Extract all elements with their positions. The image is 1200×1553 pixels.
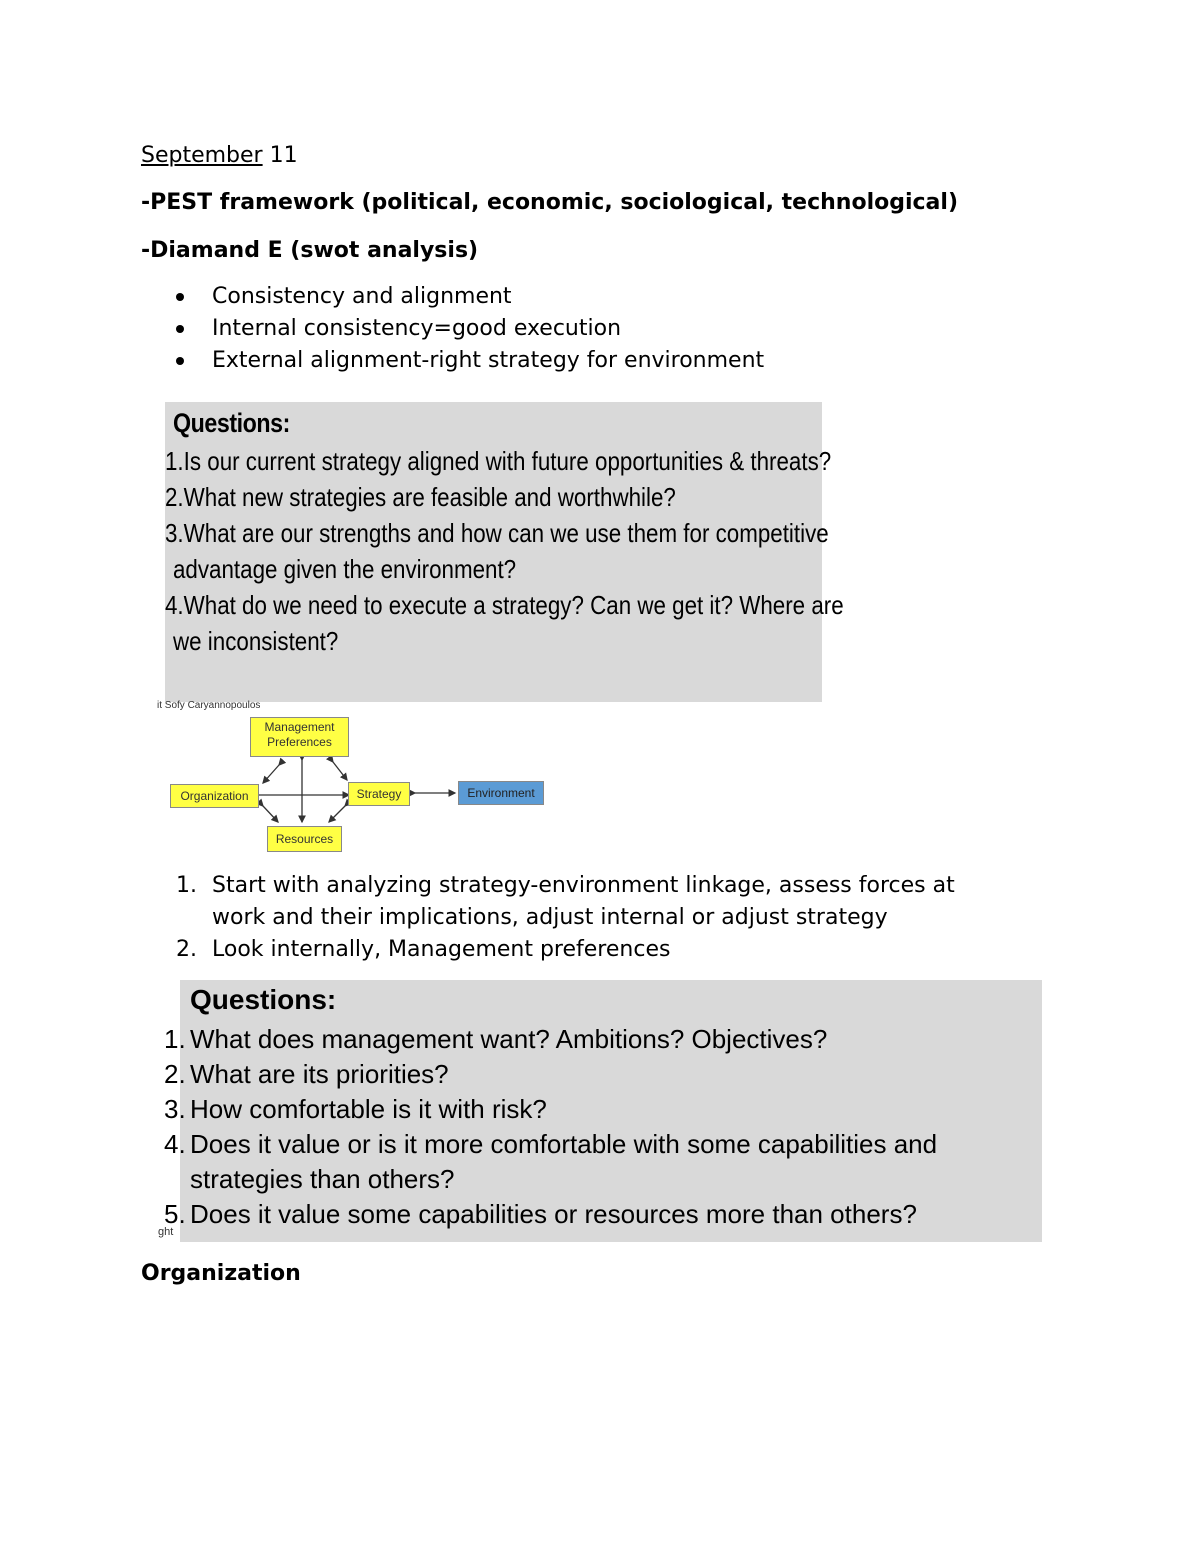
environment-box: Environment [458,781,544,805]
question-item [164,1024,828,1055]
question-continuation: we inconsistent? [173,626,339,656]
question-text: Does it value some capabilities or resources more than others? [190,1199,917,1229]
bullet-list [0,281,764,377]
question-item [165,446,831,477]
question-number: 5. [164,1199,186,1229]
question-number: 2. [165,482,184,512]
question-number: 3. [164,1094,186,1124]
steps-list [0,870,955,966]
step-text: Look internally, Management preferences [212,937,671,962]
question-item [164,1199,917,1230]
box-line: Preferences [267,735,332,749]
questions-image-1 [165,402,844,702]
question-item [164,1129,938,1160]
question-item [164,1094,547,1125]
step-number: 2. [176,937,197,962]
question-continuation: advantage given the environment? [173,554,517,584]
question-text: What new strategies are feasible and worthwhile? [183,482,676,512]
question-number: 4. [164,1129,186,1159]
question-number: 1. [165,446,184,476]
questions-title: Questions: [173,408,290,438]
management-preferences-box [250,717,349,757]
question-item [165,518,829,549]
diagram-arrows [155,700,555,860]
question-text: What are our strengths and how can we use them for competitive [183,518,829,548]
step-text: work and their implications, adjust internal or adjust strategy [212,905,888,930]
strategy-box: Strategy [348,782,410,806]
question-continuation: strategies than others? [190,1164,455,1194]
date-heading [141,142,298,170]
question-text: What does management want? Ambitions? Objectives? [190,1024,828,1054]
image-fragment-text: ght [158,1226,174,1238]
question-item [164,1059,449,1090]
question-number: 3. [165,518,184,548]
diamand-line: -Diamand E (swot analysis) [141,238,479,263]
question-number: 4. [165,590,184,620]
question-text: Is our current strategy aligned with future opportunities & threats? [183,446,832,476]
date-month: September [141,143,263,168]
organization-box: Organization [170,784,259,808]
question-item [165,482,676,513]
question-text: How comfortable is it with risk? [190,1094,547,1124]
step-item [0,934,955,966]
question-item [165,590,844,621]
resources-box: Resources [267,826,342,852]
question-text: What do we need to execute a strategy? Can we get it? Where are [183,590,844,620]
pest-line: -PEST framework (political, economic, sociological, technological) [141,190,958,215]
questions-title: Questions: [190,984,337,1015]
date-day: 11 [269,143,298,168]
question-number: 1. [164,1024,186,1054]
bullet-item: Internal consistency=good execution [0,313,764,345]
bullet-item: Consistency and alignment [0,281,764,313]
step-item [0,870,955,934]
question-number: 2. [164,1059,186,1089]
box-line: Management [264,720,335,734]
bullet-item: External alignment-right strategy for environment [0,345,764,377]
diagram-credit: it Sofy Caryannopoulos [157,700,261,711]
question-text: What are its priorities? [190,1059,449,1089]
step-text: Start with analyzing strategy-environment linkage, assess forces at [212,873,955,898]
question-text: Does it value or is it more comfortable with some capabilities and [190,1129,938,1159]
organization-heading: Organization [141,1261,301,1286]
diamond-e-diagram [155,700,555,860]
step-number: 1. [176,873,197,898]
